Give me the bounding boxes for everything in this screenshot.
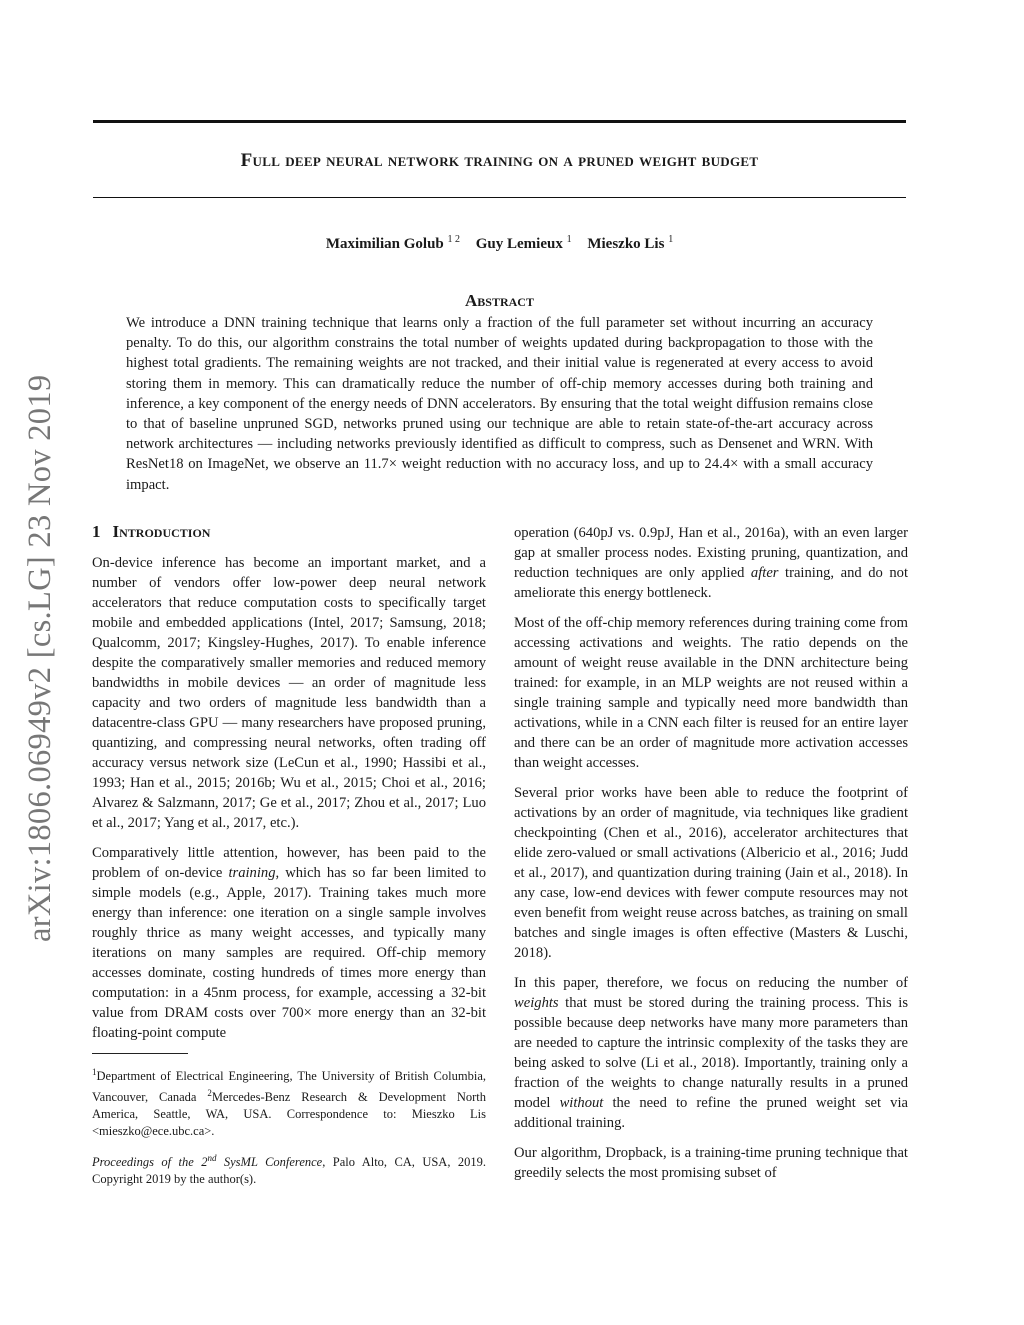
footnote-rule (92, 1053, 188, 1054)
author: Mieszko Lis $^1$ (587, 234, 674, 252)
author-list (93, 234, 906, 253)
proceedings-note: Proceedings of the 2nd SysML Conference, Palo Alto, CA, USA, 2019. Copyright 2019 by the author(s). (92, 1153, 486, 1187)
right-column (514, 523, 908, 1193)
section-number: 1 (92, 522, 101, 541)
paragraph: On-device inference has become an important market, and a number of vendors offer low-power deep neural network accelerators that reduce computation costs to specifically target mobile and embedded applications (Intel, 2017; Samsung, 2018; Qualcomm, 2017; Kingsley-Hughes, 2017). To enable inference despite the comparatively smaller memories and reduced memory bandwidths in mobile devices — an order of magnitude less capacity and two orders of magnitude less bandwidth than a datacentre-class GPU — many researchers have proposed pruning, quantizing, and compressing neural networks, often trading off accuracy versus network size (LeCun et al., 1990; Hassibi et al., 1993; Han et al., 2015; 2016b; Wu et al., 2015; Choi et al., 2016; Alvarez & Salzmann, 2017; Ge et al., 2017; Zhou et al., 2017; Luo et al., 2017; Yang et al., 2017, etc.). (92, 555, 486, 831)
paragraph: Several prior works have been able to reduce the footprint of activations by an order of magnitude, via techniques like gradient checkpointing (Chen et al., 2016), accelerator architectures that elide zero-valued or small activations (Albericio et al., 2016; Judd et al., 2017), and quantization during training (Jain et al., 2018). In any case, low-end devices with fewer compute resources may not even benefit from weight reuse across batches, as training on small batches and single images is often effective (Masters & Luschi, 2018). (514, 785, 908, 961)
section-title: Introduction (112, 522, 211, 541)
paragraph: Most of the off-chip memory references during training come from accessing activations and weights. The ratio depends on the amount of weight reuse available in the DNN architecture being trained: for example, in an MLP weights are not reused within a single training sample and typically need more bandwidth than activations, while in a CNN each filter is reused for an entire layer and there can be an order of magnitude more activation accesses than weight accesses. (514, 615, 908, 771)
title-rule-bottom (93, 197, 906, 198)
affiliation-footnote: $^1$Department of Electrical Engineering, The University of British Columbia, Vancouver, Canada $^2$Mercedes-Benz Research & Development North America, Seattle, WA, USA. Correspondence to: Mieszko Lis <mieszko@ece.ubc.ca>. (92, 1067, 486, 1139)
section-heading (92, 521, 486, 543)
abstract-heading: Abstract (465, 291, 534, 310)
author-affiliation: 1 (566, 234, 572, 245)
left-column (92, 521, 486, 1198)
abstract-body: We introduce a DNN training technique that learns only a fraction of the full parameter set without incurring an accuracy penalty. To do this, our algorithm constrains the total number of weights updated during backpropagation to those with the highest total gradients. The remaining weights are not tracked, and their initial value is regenerated at every access to avoid storing them in memory. This can dramatically reduce the number of off-chip memory accesses during both training and inference, a key component of the energy needs of DNN accelerators. By ensuring that the total weight diffusion remains close to that of baseline unpruned SGD, networks pruned using our technique are able to retain state-of-the-art accuracy across network architectures — including networks previously identified as difficult to compress, such as Densenet and WRN. With ResNet18 on ImageNet, we observe an 11.7× weight reduction with no accuracy loss, and up to 24.4× with a small accuracy impact. (126, 315, 873, 493)
paragraph: Our algorithm, Dropback, is a training-time pruning technique that greedily selects the most promising subset of (514, 1145, 908, 1181)
author: Maximilian Golub $^{1 2}$ (325, 234, 460, 252)
paragraph: operation (640pJ vs. 0.9pJ, Han et al., 2016a), with an even larger gap at smaller process nodes. Existing pruning, quantization, and reduction techniques are only applied after training, and do not ameliorate this energy bottleneck. (514, 525, 908, 601)
author-affiliation: 1 2 (447, 234, 460, 245)
paragraph: In this paper, therefore, we focus on reducing the number of weights that must be stored during the training process. This is possible because deep networks have many more parameters than are needed to capture the intrinsic complexity of the tasks they are being asked to solve (Li et al., 2018). Importantly, training only a fraction of the weights to change naturally results in a pruned model without the need to refine the pruned weight set via additional training. (514, 975, 908, 1131)
paper-title: Full deep neural network training on a pruned weight budget (240, 150, 759, 171)
paragraph: Comparatively little attention, however, has been paid to the problem of on-device training, which has so far been limited to simple models (e.g., Apple, 2017). Training takes much more energy than inference: one iteration on a single sample involves roughly thrice as many weight accesses, and typically many iterations on many samples are required. Off-chip memory accesses dominate, costing hundreds of times more energy than computation: in a 45nm process, for example, accessing a 32-bit value from DRAM costs over 700× more energy than an 32-bit floating-point compute (92, 845, 486, 1041)
author: Guy Lemieux $^1$ (475, 234, 572, 252)
author-affiliation: 1 (668, 234, 674, 245)
arxiv-identifier-stamp: arXiv:1806.06949v2 [cs.LG] 23 Nov 2019 (22, 374, 58, 942)
title-rule-top (93, 120, 906, 123)
